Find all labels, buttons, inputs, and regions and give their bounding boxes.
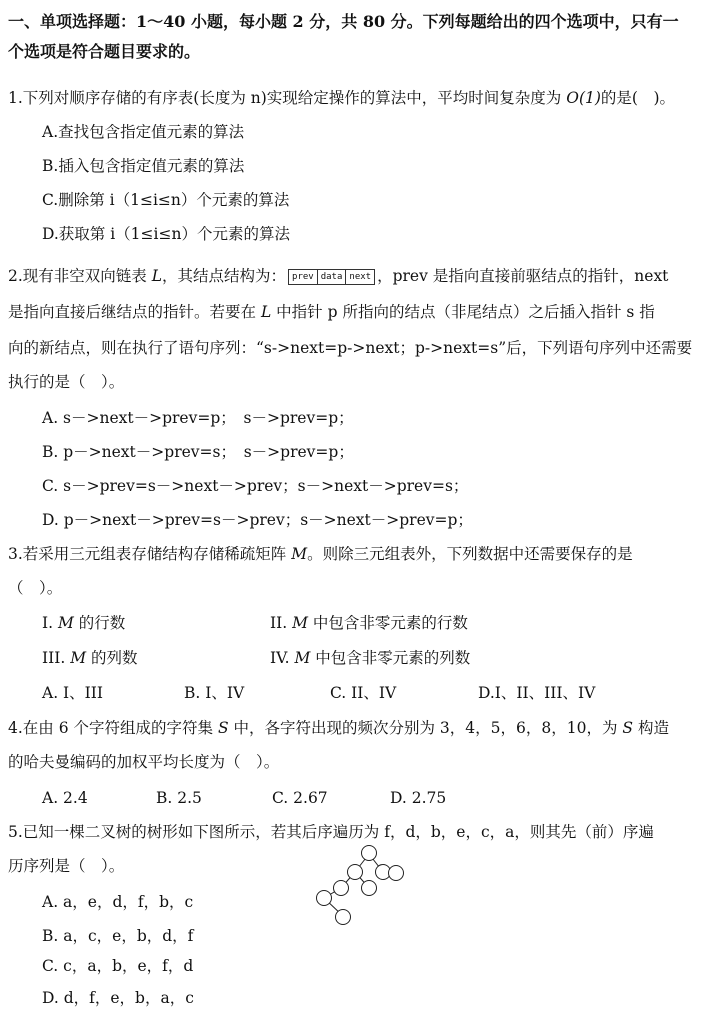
- q3-stem-text: 3.若采用三元组表存储结构存储稀疏矩阵: [8, 545, 292, 563]
- q2-list-name-2: L: [260, 303, 272, 321]
- section-heading-line-2: 个选项是符合题目要求的。: [8, 42, 201, 61]
- q3-item-ii: [270, 611, 468, 635]
- node-field-next: next: [349, 272, 372, 282]
- q2-option-b: B. p－>next－>prev=s； s－>prev=p；: [42, 443, 354, 461]
- q3-item-i-text: 的行数: [73, 614, 126, 632]
- q2-list-name: L: [151, 267, 163, 285]
- q3-item-ii-matrix: M: [292, 614, 308, 632]
- tree-node: [336, 910, 351, 925]
- q3-stem-line-1: [8, 542, 633, 566]
- q4-stem-text: 4.在由 6 个字符组成的字符集: [8, 719, 218, 737]
- section-heading-line-1: 一、单项选择题：1～40 小题，每小题 2 分，共 80 分。下列每题给出的四个选项中，只有一: [8, 12, 679, 31]
- q2-stem-line-1: [8, 264, 668, 288]
- q3-option-b: B. I、IV: [184, 684, 245, 702]
- q3-item-i-label: I.: [42, 614, 58, 632]
- q4-option-b: B. 2.5: [156, 789, 202, 807]
- q4-stem-text-c: 构造: [633, 719, 669, 737]
- q5-option-c: C. c，a，b，e，f，d: [42, 957, 194, 975]
- q2-option-c: C. s－>prev=s－>next－>prev；s－>next－>prev=s；: [42, 477, 469, 495]
- q3-item-iv-label: IV.: [270, 649, 295, 667]
- q3-stem-line-2: （ ）。: [8, 579, 63, 597]
- q2-stem-line-3: 向的新结点，则在执行了语句序列：“s->next=p->next；p->next=s”后，下列语句序列中还需要: [8, 339, 693, 357]
- q4-stem-text-b: 中，各字符出现的频次分别为 3，4，5，6，8，10，为: [228, 719, 623, 737]
- q3-item-iii-text: 的列数: [86, 649, 138, 667]
- q3-item-iii: [42, 646, 138, 670]
- q1-stem-end: 的是( )。: [600, 89, 676, 107]
- q3-item-i: [42, 611, 125, 635]
- q4-set-name: S: [217, 719, 229, 737]
- q3-item-iv-matrix: M: [294, 649, 311, 667]
- node-field-data: data: [318, 270, 347, 284]
- q4-set-name-2: S: [622, 719, 634, 737]
- q3-option-c: C. II、IV: [330, 684, 397, 702]
- q3-item-iv: [270, 646, 470, 670]
- q2-stem-line-4: 执行的是（ ）。: [8, 373, 125, 391]
- q2-option-a: A. s－>next－>prev=p； s－>prev=p；: [42, 409, 354, 427]
- q2-stem2-text-b: 中指针 p 所指向的结点（非尾结点）之后插入指针 s 指: [271, 303, 655, 321]
- q4-option-a: A. 2.4: [42, 789, 88, 807]
- q5-option-a: A. a，e，d，f，b，c: [42, 893, 194, 911]
- q2-stem-text-b: ，其结点结构为：: [162, 267, 287, 285]
- tree-node: [362, 881, 377, 896]
- q2-stem-line-2: [8, 300, 655, 324]
- q3-item-iii-matrix: M: [70, 649, 87, 667]
- q1-option-b: B.插入包含指定值元素的算法: [42, 157, 245, 175]
- q3-option-d: D.I、II、III、IV: [478, 684, 596, 702]
- q1-complexity: O(1): [566, 89, 601, 107]
- tree-node: [362, 846, 377, 861]
- q3-option-a: A. I、III: [42, 684, 104, 702]
- q4-option-d: D. 2.75: [390, 789, 447, 807]
- q4-stem-line-1: [8, 716, 669, 740]
- q4-option-c: C. 2.67: [272, 789, 328, 807]
- node-field-prev: prev: [289, 270, 318, 284]
- q5-option-b: B. a，c，e，b，d，f: [42, 927, 194, 945]
- q1-option-d: D.获取第 i（1≤i≤n）个元素的算法: [42, 225, 290, 243]
- q5-option-d: D. d，f，e，b，a，c: [42, 989, 194, 1007]
- q2-stem2-text: 是指向直接后继结点的指针。若要在: [8, 303, 261, 321]
- q1-stem-text: 1.下列对顺序存储的有序表(长度为 n)实现给定操作的算法中，平均时间复杂度为: [8, 89, 567, 107]
- q3-matrix-name: M: [291, 545, 308, 563]
- q1-option-c: C.删除第 i（1≤i≤n）个元素的算法: [42, 191, 290, 209]
- q3-item-ii-label: II.: [270, 614, 293, 632]
- q3-item-iii-label: III.: [42, 649, 71, 667]
- q2-stem-text: 2.现有非空双向链表: [8, 267, 152, 285]
- tree-node: [317, 891, 332, 906]
- q1-stem: [8, 86, 675, 110]
- q2-stem-text-c: ，prev 是指向直接前驱结点的指针，next: [377, 267, 669, 285]
- q3-item-ii-text: 中包含非零元素的行数: [307, 614, 468, 632]
- q2-option-d: D. p－>next－>prev=s－>prev；s－>next－>prev=p；: [42, 511, 473, 529]
- q5-stem-line-2: 历序列是（ ）。: [8, 857, 125, 875]
- q1-option-a: A.查找包含指定值元素的算法: [42, 123, 245, 141]
- q4-stem-line-2: 的哈夫曼编码的加权平均长度为（ ）。: [8, 753, 280, 771]
- tree-node: [389, 866, 404, 881]
- q3-item-i-matrix: M: [57, 614, 74, 632]
- binary-tree-diagram: [305, 840, 415, 940]
- q3-stem-text-b: 。则除三元组表外，下列数据中还需要保存的是: [307, 545, 633, 563]
- tree-node: [348, 865, 363, 880]
- q3-item-iv-text: 中包含非零元素的列数: [310, 649, 471, 667]
- tree-node: [334, 881, 349, 896]
- node-structure-diagram: [288, 269, 375, 285]
- q5-stem-line-1: 5.已知一棵二叉树的树形如下图所示，若其后序遍历为 f，d，b，e，c，a，则其先（前）序遍: [8, 823, 654, 841]
